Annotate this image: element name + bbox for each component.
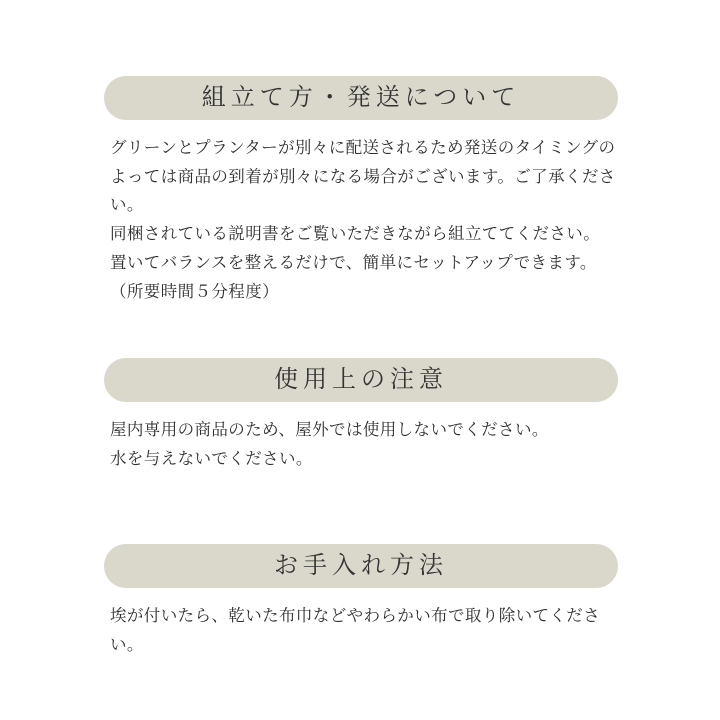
paragraph: 置いてバランスを整えるだけで、簡単にセットアップできます。（所要時間５分程度） xyxy=(110,253,597,301)
paragraph: 屋内専用の商品のため、屋外では使用しないでください。 xyxy=(110,421,549,439)
section-body xyxy=(104,602,618,659)
paragraph: グリーンとプランターが別々に配送されるため発送のタイミングのよっては商品の到着が別々になる場合がございます。ご了承ください。 xyxy=(110,139,616,215)
paragraph: 水を与えないでください。 xyxy=(110,449,313,468)
section-heading: 使用上の注意 xyxy=(104,358,618,402)
paragraph: 同梱されている説明書をご覧いただきながら組立ててください。 xyxy=(110,225,601,244)
section-care-instructions xyxy=(104,544,618,659)
section-body xyxy=(104,134,618,306)
paragraph: 埃が付いたら、乾いた布巾などやわらかい布で取り除いてください。 xyxy=(110,607,601,654)
section-heading: 組立て方・発送について xyxy=(104,76,618,120)
section-heading: お手入れ方法 xyxy=(104,544,618,588)
section-usage-notes xyxy=(104,358,618,473)
section-assembly-shipping xyxy=(104,76,618,306)
section-body xyxy=(104,416,618,473)
